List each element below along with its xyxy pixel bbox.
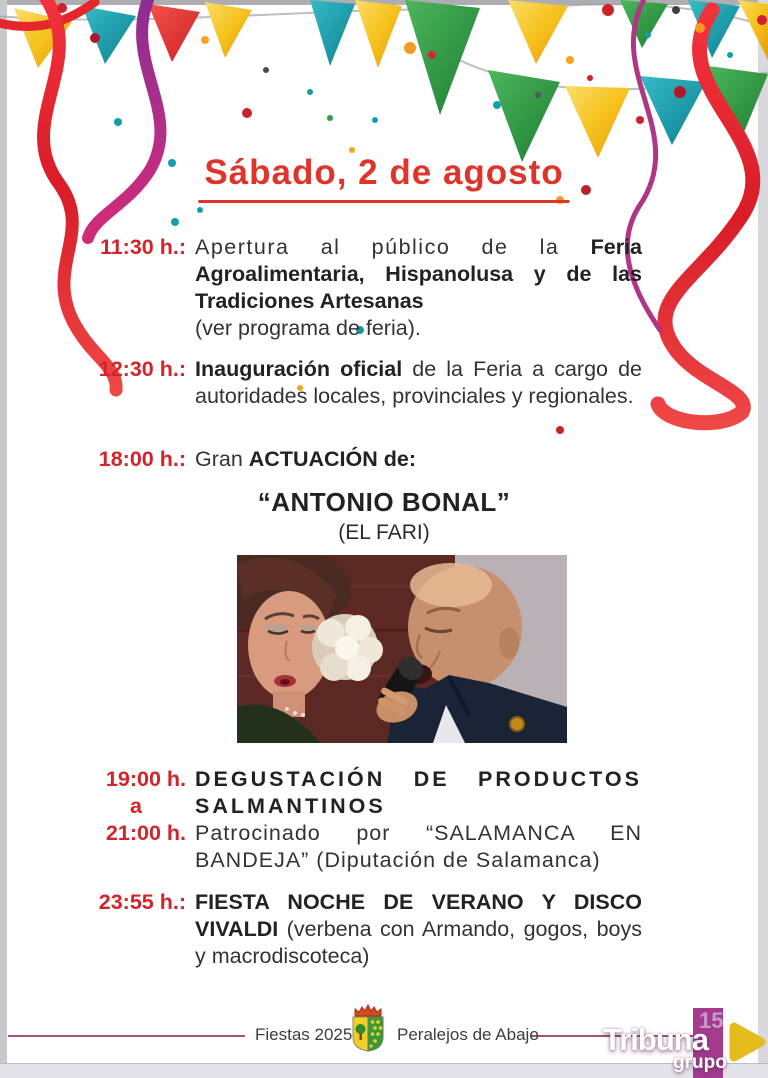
event-1130-lead: Apertura al público de la xyxy=(195,235,591,259)
logo-brand-text: Tribuna xyxy=(603,1022,708,1057)
event-1230-rest: de la Feria a cargo de autoridades locales, provinciales y regionales. xyxy=(195,357,642,408)
logo-sub-text: grupo xyxy=(673,1052,727,1073)
performer-photo xyxy=(237,555,567,743)
event-time-1800: 18:00 h.: xyxy=(98,447,186,471)
event-text-1900 xyxy=(195,766,642,874)
event-1130-note: (ver programa de feria). xyxy=(195,316,421,340)
event-1900-rest: Patrocinado por “SALAMANCA EN BANDEJA” (Diputación de Salamanca) xyxy=(195,821,642,872)
event-time-2100: 21:00 h. xyxy=(105,821,186,845)
event-1900-bold: DEGUSTACIÓN DE PRODUCTOS SALMANTINOS xyxy=(195,767,642,818)
page-title: Sábado, 2 de agosto xyxy=(198,153,569,203)
event-1800-bold: ACTUACIÓN de: xyxy=(248,447,416,471)
event-text-1130 xyxy=(195,234,642,342)
event-time-separator: a xyxy=(130,794,142,818)
page-number: 15 xyxy=(699,1008,724,1033)
footer-fiestas-label: Fiestas 2025 xyxy=(255,1025,353,1044)
footer-town-label: Peralejos de Abajo xyxy=(397,1025,539,1044)
event-1230-bold: Inauguración oficial xyxy=(195,357,403,381)
event-time-1900: 19:00 h. xyxy=(105,767,186,791)
event-time-1230: 12:30 h.: xyxy=(98,357,186,381)
municipal-coat-of-arms-icon xyxy=(350,1003,386,1053)
event-1130-bold: Feria Agroalimentaria, Hispanolusa y de las Tradiciones Artesanas xyxy=(195,235,642,313)
event-2355-rest: (verbena con Armando, gogos, boys y macrodiscoteca) xyxy=(195,917,642,968)
event-1800-lead: Gran xyxy=(195,447,249,471)
tribuna-logo xyxy=(595,1000,768,1078)
event-time-1130: 11:30 h.: xyxy=(99,235,186,259)
artist-alias: (EL FARI) xyxy=(338,521,430,544)
artist-name: “ANTONIO BONAL” xyxy=(257,487,511,517)
event-text-2355 xyxy=(195,889,642,970)
footer-divider-left xyxy=(8,1035,245,1037)
event-text-1230 xyxy=(195,356,642,410)
play-triangle-icon xyxy=(727,1020,767,1064)
event-time-2355: 23:55 h.: xyxy=(98,890,186,914)
event-2355-bold: FIESTA NOCHE DE VERANO Y DISCO VIVALDI xyxy=(195,890,642,941)
event-text-1800 xyxy=(195,446,642,473)
